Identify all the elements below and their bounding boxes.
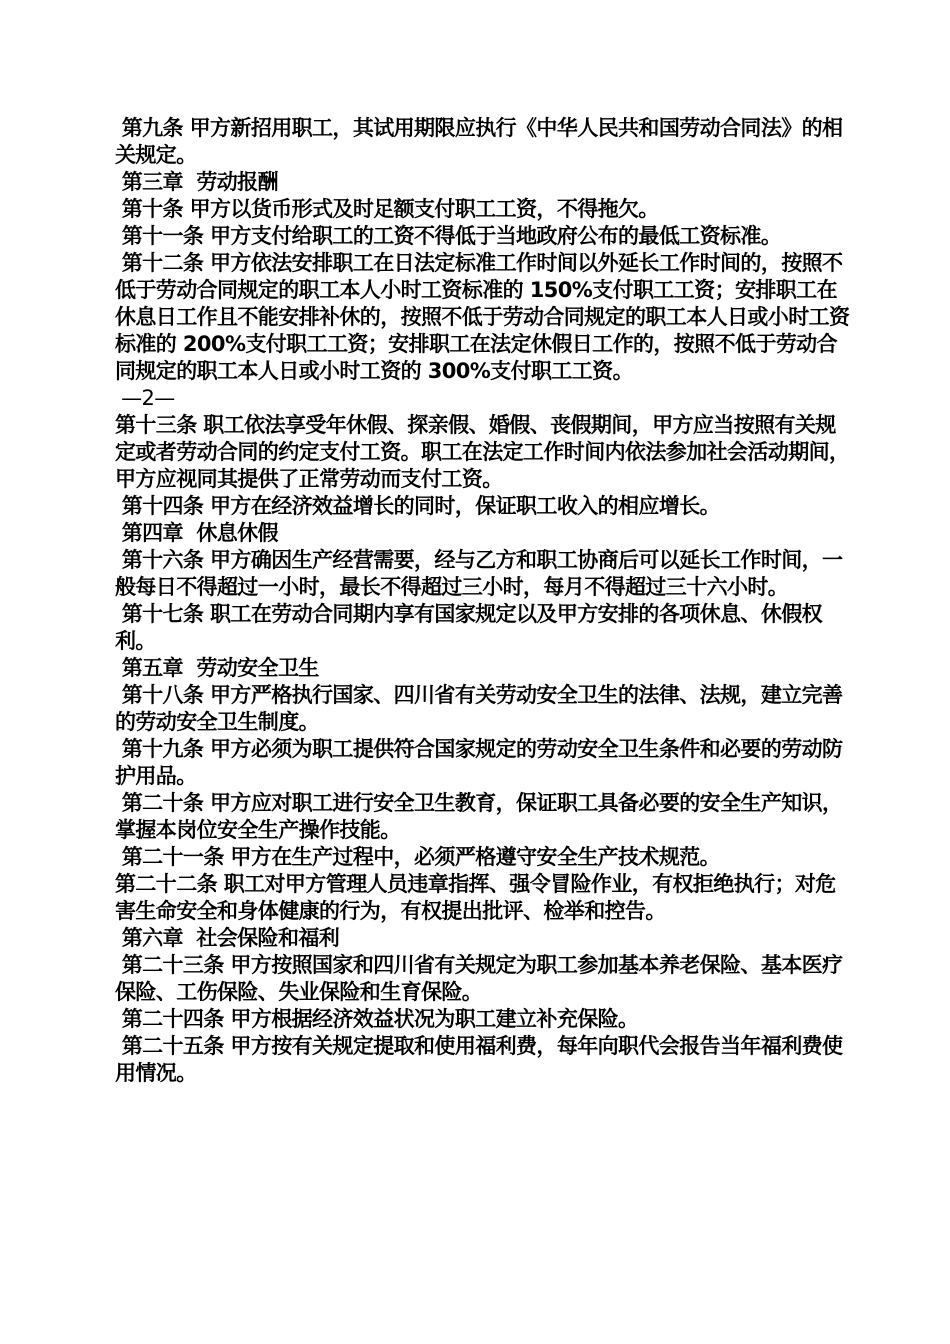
article-16: 第十六条 甲方确因生产经营需要，经与乙方和职工协商后可以延长工作时间，一般每日不得超过一小时，最长不得超过三小时，每月不得超过三十六小时。 bbox=[115, 548, 843, 599]
article-18: 第十八条 甲方严格执行国家、四川省有关劳动安全卫生的法律、法规，建立完善的劳动安全卫生制度。 bbox=[115, 683, 843, 734]
chapter-3-heading: 第三章 劳动报酬 bbox=[115, 170, 278, 194]
article-24: 第二十四条 甲方根据经济效益状况为职工建立补充保险。 bbox=[115, 1007, 639, 1031]
article-25: 第二十五条 甲方按有关规定提取和使用福利费，每年向职代会报告当年福利费使用情况。 bbox=[115, 1034, 843, 1085]
article-10: 第十条 甲方以货币形式及时足额支付职工工资，不得拖欠。 bbox=[115, 197, 659, 221]
article-17: 第十七条 职工在劳动合同期内享有国家规定以及甲方安排的各项休息、休假权利。 bbox=[115, 602, 823, 653]
chapter-5-heading: 第五章 劳动安全卫生 bbox=[115, 656, 319, 680]
article-23: 第二十三条 甲方按照国家和四川省有关规定为职工参加基本养老保险、基本医疗保险、工伤保险、失业保险和生育保险。 bbox=[115, 953, 843, 1004]
article-12: 第十二条 甲方依法安排职工在日法定标准工作时间以外延长工作时间的，按照不低于劳动合同规定的职工本人小时工资标准的 150%支付职工工资；安排职工在休息日工作且不能安排补休的，按照不低于劳动合同规定的职工本人日或小时工资标准的 200%支付职工工资；安排职工在法定休假日工作的，按照不低于劳动合同规定的职工本人日或小时工资的 300%支付职工工资。 bbox=[115, 251, 850, 383]
article-20: 第二十条 甲方应对职工进行安全卫生教育，保证职工具备必要的安全生产知识，掌握本岗位安全生产操作技能。 bbox=[115, 791, 843, 842]
page-number: —2— bbox=[115, 386, 175, 410]
document-body bbox=[115, 115, 855, 1087]
chapter-4-heading: 第四章 休息休假 bbox=[115, 521, 278, 545]
article-14: 第十四条 甲方在经济效益增长的同时，保证职工收入的相应增长。 bbox=[115, 494, 721, 518]
article-19: 第十九条 甲方必须为职工提供符合国家规定的劳动安全卫生条件和必要的劳动防护用品。 bbox=[115, 737, 843, 788]
article-11: 第十一条 甲方支付给职工的工资不得低于当地政府公布的最低工资标准。 bbox=[115, 224, 782, 248]
article-22: 第二十二条 职工对甲方管理人员违章指挥、强令冒险作业，有权拒绝执行；对危害生命安全和身体健康的行为，有权提出批评、检举和控告。 bbox=[115, 872, 836, 923]
article-21: 第二十一条 甲方在生产过程中，必须严格遵守安全生产技术规范。 bbox=[115, 845, 721, 869]
chapter-6-heading: 第六章 社会保险和福利 bbox=[115, 926, 340, 950]
article-9: 第九条 甲方新招用职工，其试用期限应执行《中华人民共和国劳动合同法》的相关规定。 bbox=[115, 116, 843, 167]
article-13: 第十三条 职工依法享受年休假、探亲假、婚假、丧假期间，甲方应当按照有关规定或者劳动合同的约定支付工资。职工在法定工作时间内依法参加社会活动期间，甲方应视同其提供了正常劳动而支付工资。 bbox=[115, 413, 850, 491]
